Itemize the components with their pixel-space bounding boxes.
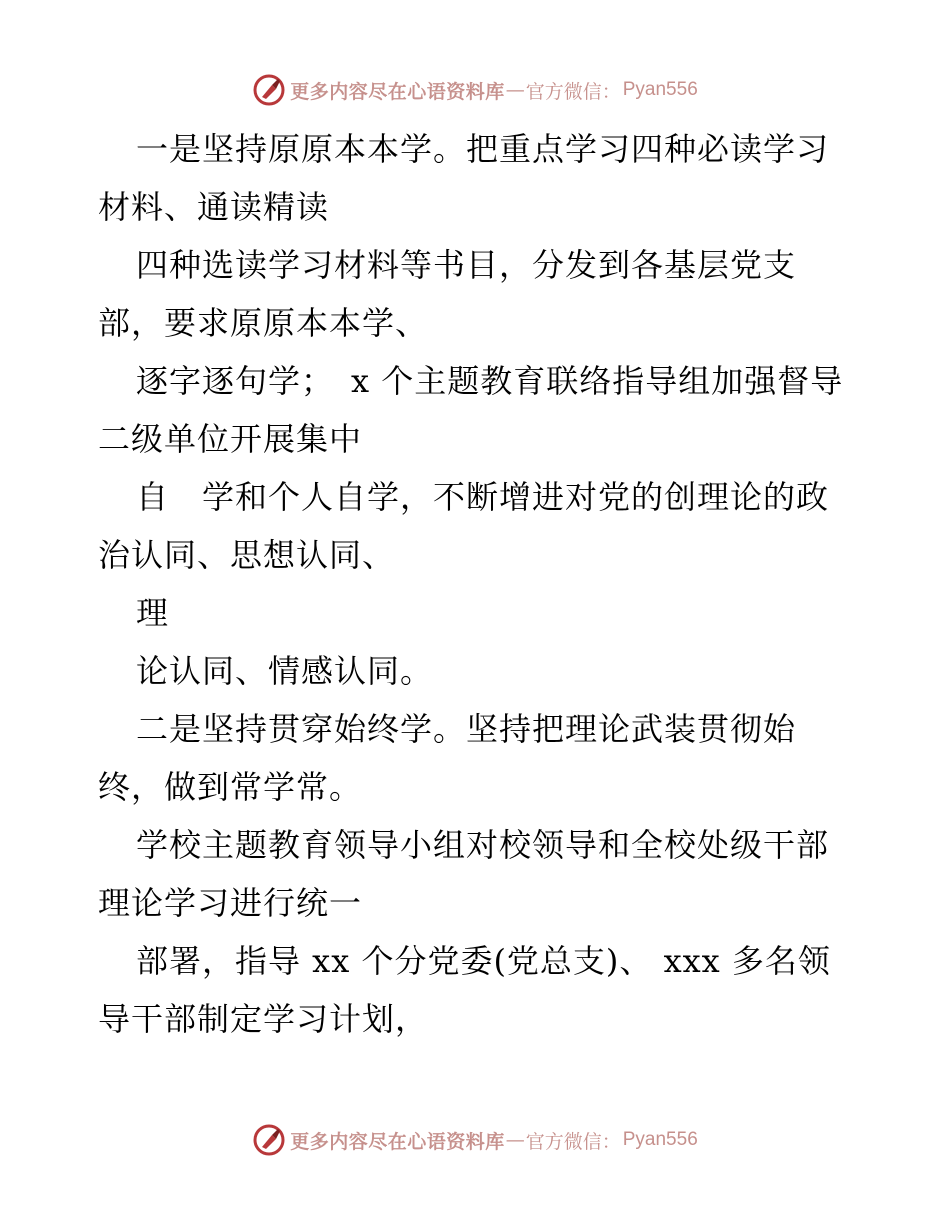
pen-nib-logo-icon <box>252 73 286 107</box>
brand-dash: — <box>505 1129 525 1151</box>
pen-nib-logo-icon <box>252 1123 286 1157</box>
paragraph: 部署，指导 xx 个分党委(党总支)、 xxx 多名领导干部制定学习计划， <box>98 942 831 1038</box>
page-header-watermark <box>0 72 950 108</box>
brand-text: 更多内容尽在心语资料库 <box>290 80 505 103</box>
brand-text: 更多内容尽在心语资料库 <box>290 1130 505 1153</box>
paragraph: 一是坚持原原本本学。把重点学习四种必读学习材料、通读精读 <box>98 130 830 226</box>
wechat-label: 官方微信： <box>525 80 621 103</box>
paragraph: 二是坚持贯穿始终学。坚持把理论武装贯彻始终，做到常学常。 <box>98 710 797 806</box>
paragraph: 理 <box>136 594 170 632</box>
page-footer-watermark <box>0 1122 950 1158</box>
wechat-label: 官方微信： <box>525 1130 621 1153</box>
wechat-id: Pyan556 <box>622 79 698 100</box>
paragraph: 逐字逐句学； x 个主题教育联络指导组加强督导二级单位开展集中 <box>98 362 844 458</box>
brand-dash: — <box>505 79 525 101</box>
paragraph: 论认同、情感认同。 <box>136 652 434 690</box>
paragraph: 四种选读学习材料等书目，分发到各基层党支部，要求原原本本学、 <box>98 246 797 342</box>
paragraph: 学校主题教育领导小组对校领导和全校处级干部理论学习进行统一 <box>98 826 830 922</box>
paragraph: 自 学和个人自学，不断增进对党的创理论的政治认同、思想认同、 <box>98 478 830 574</box>
wechat-id: Pyan556 <box>622 1129 698 1150</box>
document-body <box>98 120 858 1048</box>
